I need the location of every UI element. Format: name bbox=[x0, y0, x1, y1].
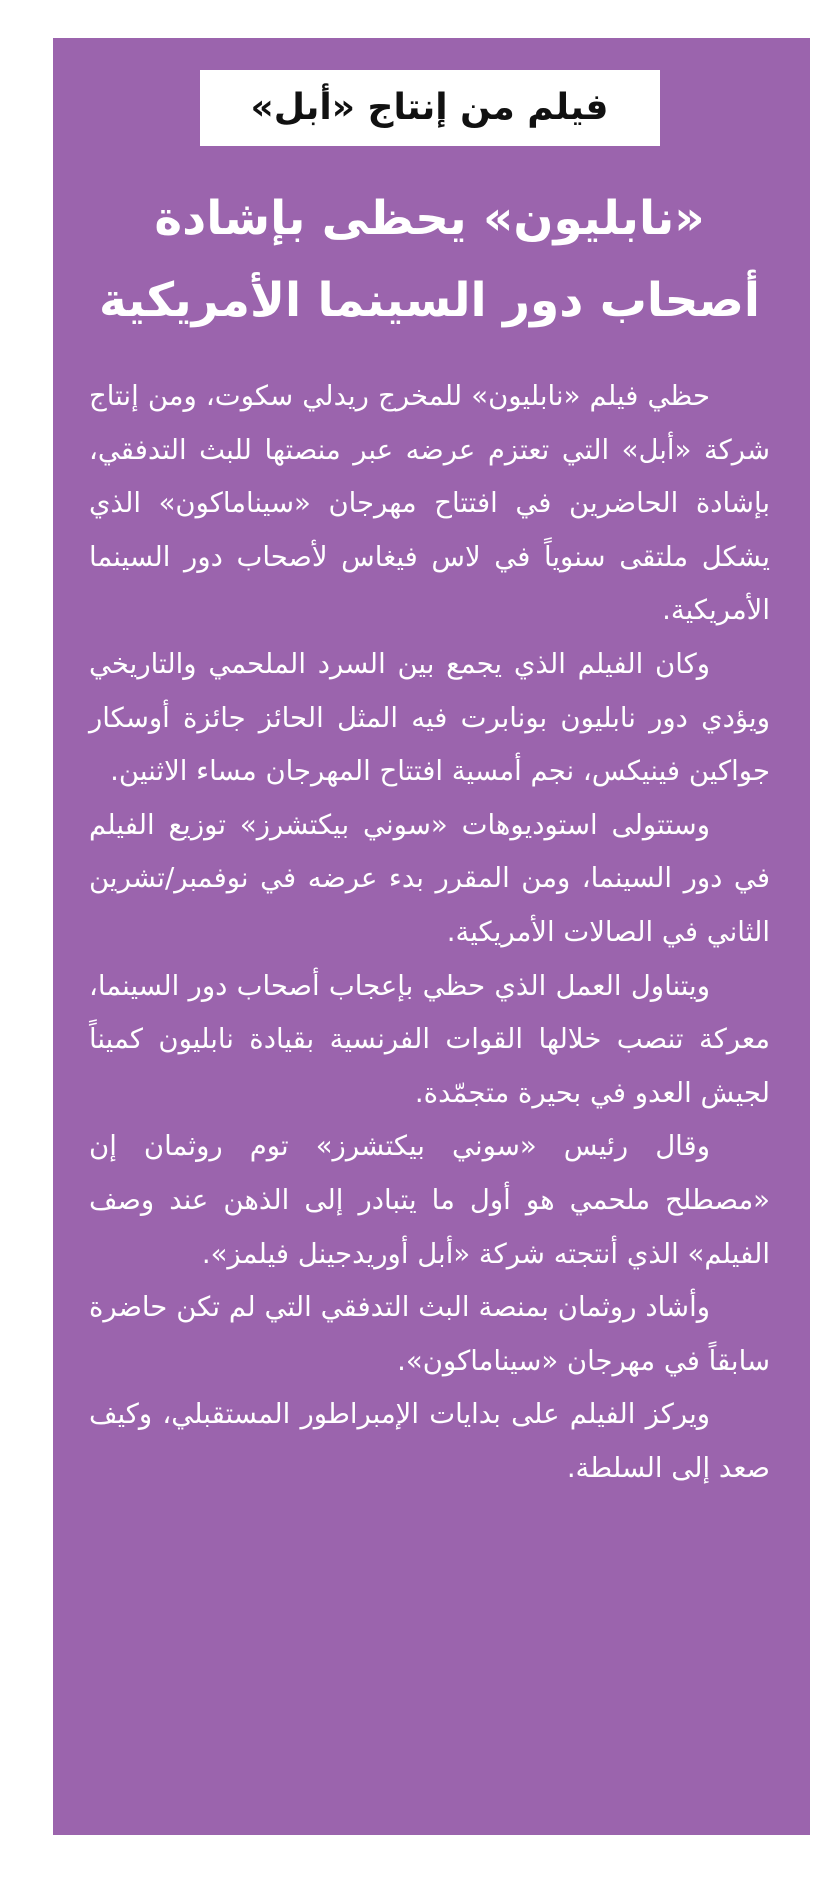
article-paragraph: وستتولى استوديوهات «سوني بيكتشرز» توزيع الفيلم في دور السينما، ومن المقرر بدء عرضه في نوفمبر/تشرين الثاني في الصالات الأمريكية. bbox=[89, 808, 770, 948]
article-kicker: فيلم من إنتاج «أبل» bbox=[200, 70, 660, 146]
article-paragraph: وكان الفيلم الذي يجمع بين السرد الملحمي والتاريخي ويؤدي دور نابليون بونابرت فيه المثل الحائز جائزة أوسكار جواكين فينيكس، نجم أمسية افتتاح المهرجان مساء الاثنين. bbox=[89, 647, 770, 788]
article-paragraph: ويتناول العمل الذي حظي بإعجاب أصحاب دور السينما، معركة تنصب خلالها القوات الفرنسية بقيادة نابليون كميناً لجيش العدو في بحيرة متجمّدة. bbox=[89, 969, 770, 1109]
article-paragraph: حظي فيلم «نابليون» للمخرج ريدلي سكوت، ومن إنتاج شركة «أبل» التي تعتزم عرضه عبر منصتها للبث التدفقي، بإشادة الحاضرين في افتتاح مهرجان «سيناماكون» الذي يشكل ملتقى سنوياً في لاس فيغاس لأصحاب دور السينما الأمريكية. bbox=[89, 380, 770, 627]
article-paragraph: وأشاد روثمان بمنصة البث التدفقي التي لم تكن حاضرة سابقاً في مهرجان «سيناماكون». bbox=[89, 1291, 770, 1377]
headline-line-2: أصحاب دور السينما الأمريكية bbox=[99, 273, 760, 328]
article-panel bbox=[53, 38, 810, 1835]
kicker-container bbox=[89, 70, 770, 146]
article-body bbox=[89, 370, 770, 1495]
article-paragraph: وقال رئيس «سوني بيكتشرز» توم روثمان إن «مصطلح ملحمي هو أول ما يتبادر إلى الذهن عند وصف الفيلم» الذي أنتجته شركة «أبل أوريدجينل فيلمز». bbox=[89, 1130, 770, 1270]
article-paragraph: ويركز الفيلم على بدايات الإمبراطور المستقبلي، وكيف صعد إلى السلطة. bbox=[89, 1398, 770, 1484]
article-headline bbox=[89, 178, 770, 342]
headline-line-1: «نابليون» يحظى بإشادة bbox=[154, 191, 705, 246]
